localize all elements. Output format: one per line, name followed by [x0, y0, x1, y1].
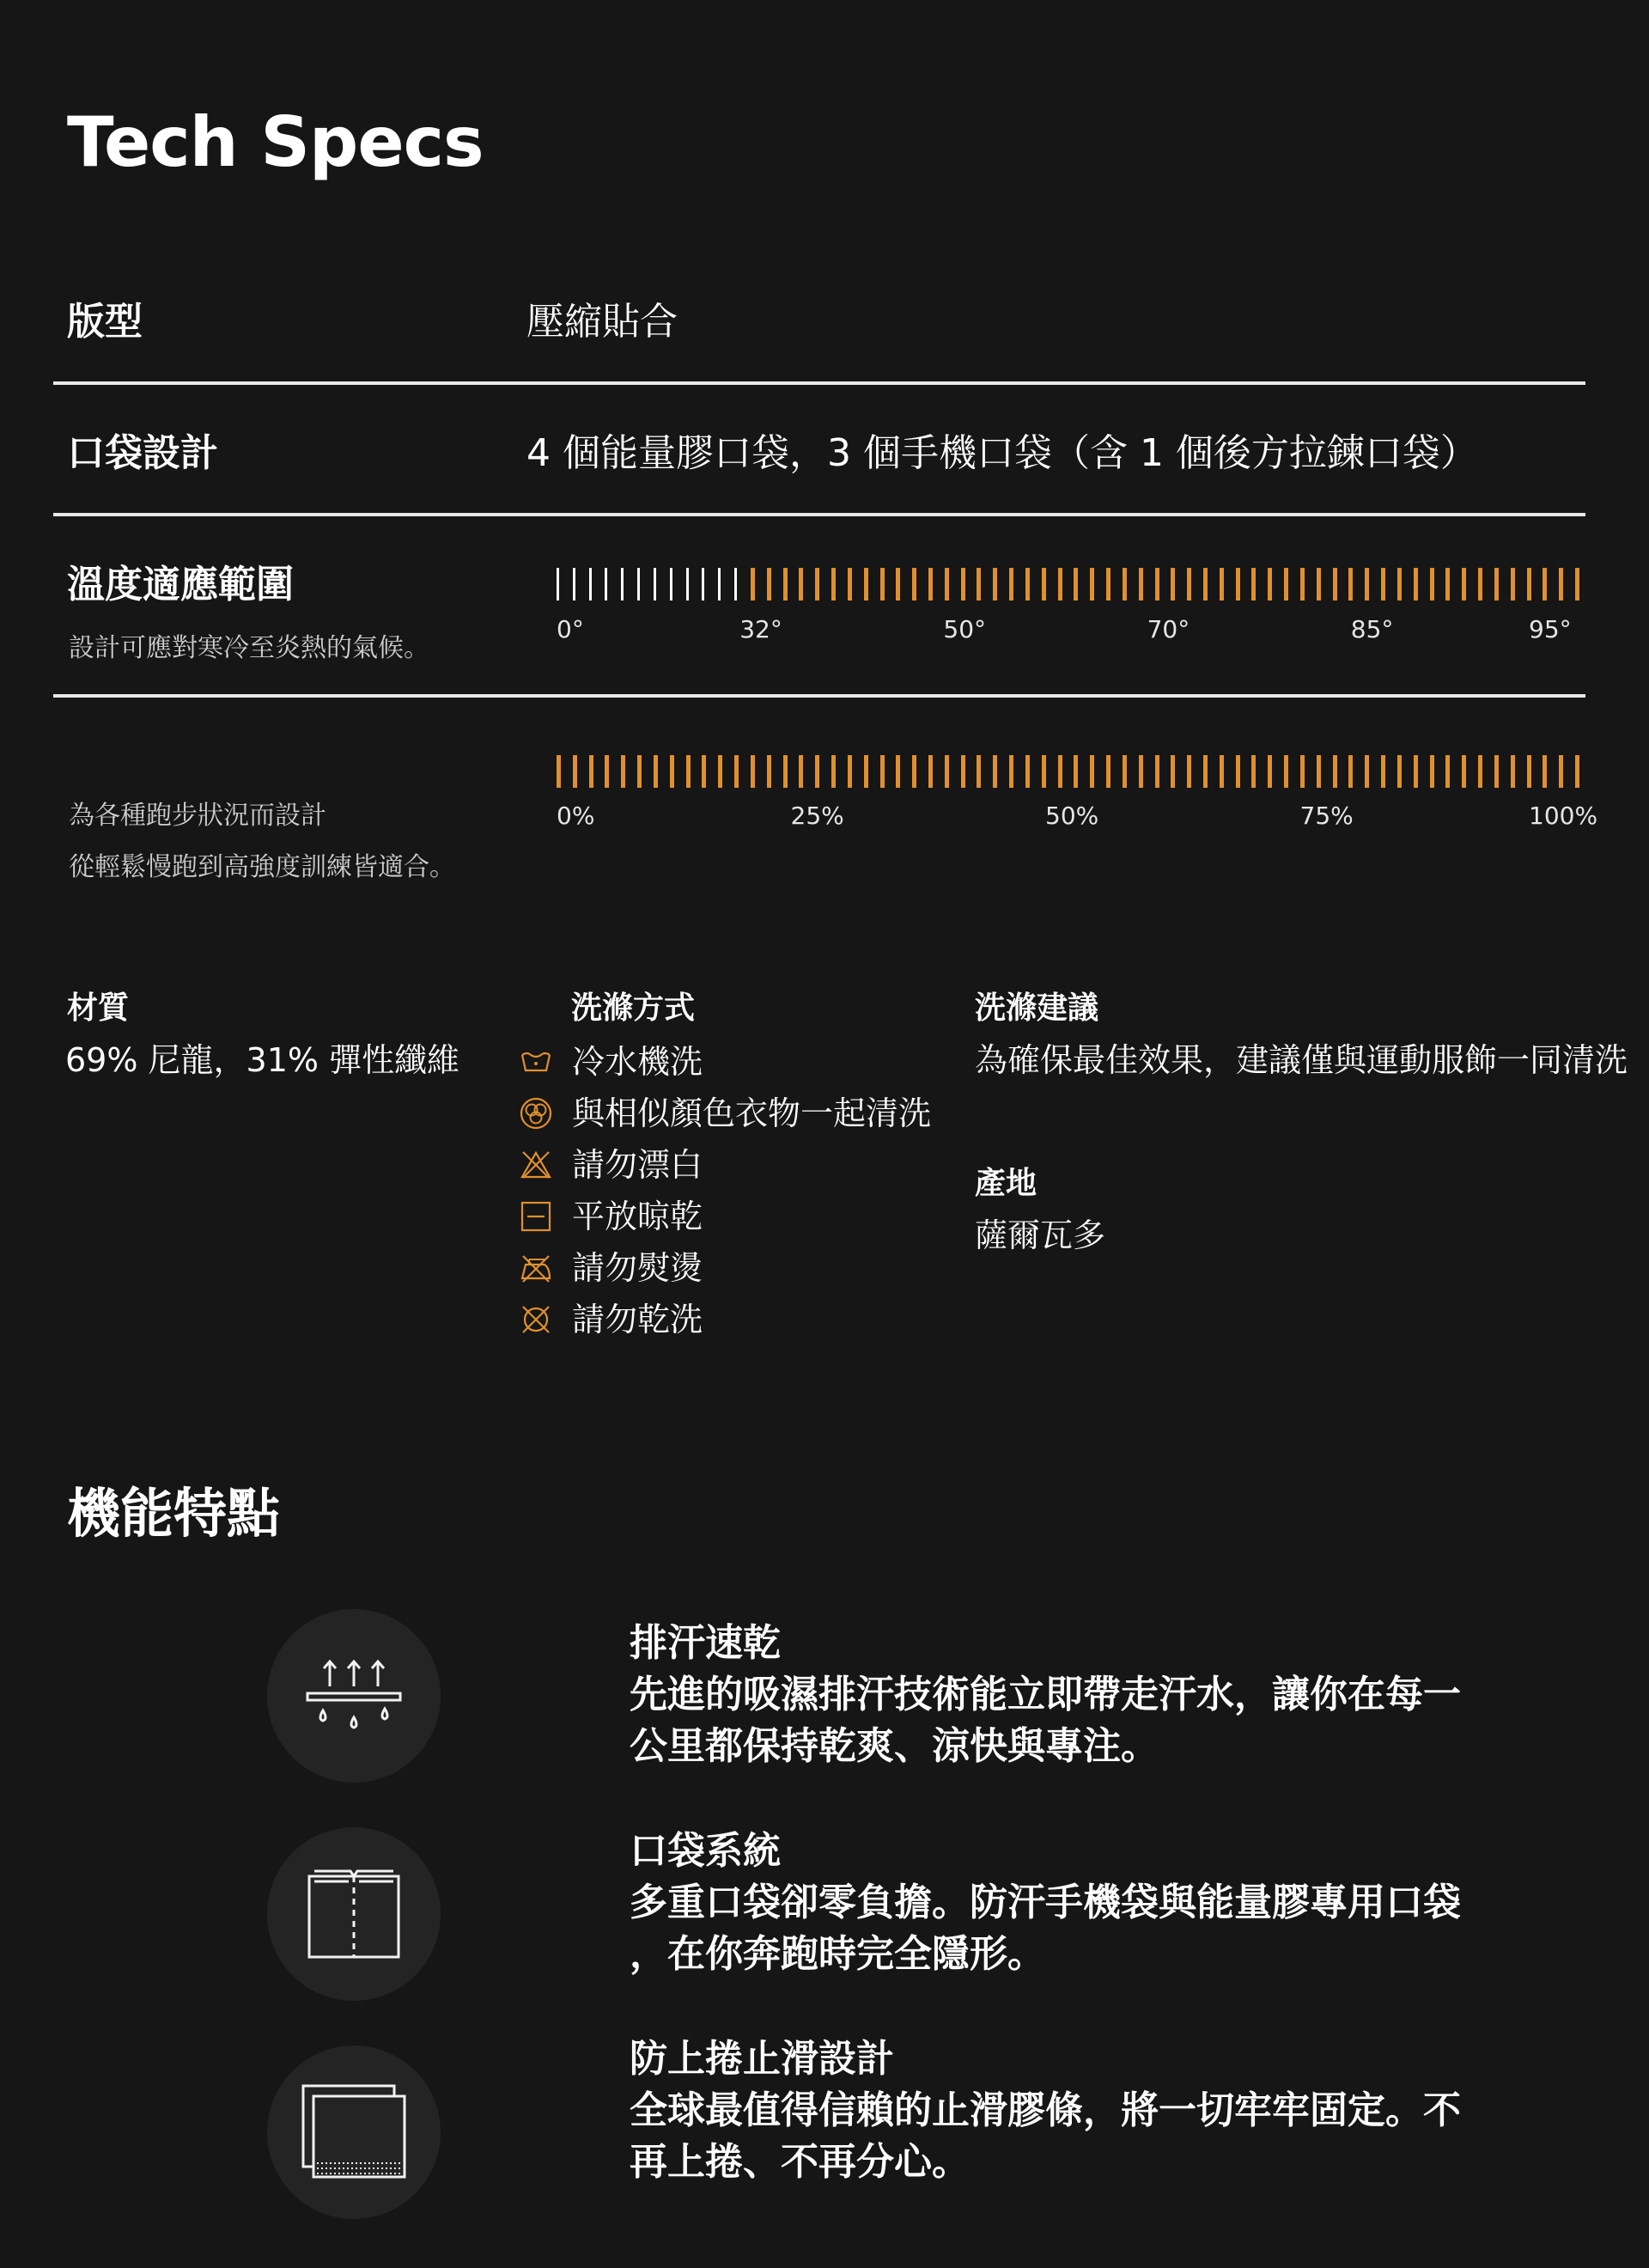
scale-tick-label: 0%: [557, 802, 595, 830]
scale-tick: [1543, 755, 1547, 788]
scale-tick: [1511, 568, 1515, 601]
temperature-scale: [557, 568, 1579, 601]
scale-tick: [1009, 755, 1013, 788]
scale-tick: [718, 568, 721, 601]
scale-tick: [1284, 568, 1288, 601]
scale-tick: [654, 568, 656, 601]
scale-tick: [637, 568, 640, 601]
scale-tick: [557, 568, 559, 601]
scale-tick: [993, 568, 997, 601]
scale-tick: [702, 755, 706, 788]
scale-tick: [1123, 568, 1127, 601]
feature-text-block: [630, 1826, 1523, 1980]
scale-tick: [1430, 568, 1434, 601]
scale-tick: [799, 568, 803, 601]
scale-tick: [1543, 568, 1547, 601]
scale-tick: [1575, 568, 1579, 601]
feature-desc-line: ，在你奔跑時完全隱形。: [630, 1932, 1045, 1976]
scale-tick: [767, 755, 771, 788]
scale-tick: [815, 568, 819, 601]
scale-tick: [1478, 755, 1482, 788]
scale-tick: [1494, 755, 1499, 788]
scale-tick: [718, 755, 722, 788]
scale-tick: [1430, 755, 1434, 788]
scale-tick: [1058, 755, 1062, 788]
scale-tick: [654, 755, 658, 788]
scale-tick: [767, 568, 771, 601]
temperature-desc: 設計可應對寒冷至炎熱的氣候。: [69, 633, 429, 663]
scale-tick: [1220, 568, 1224, 601]
no-bleach-icon: [519, 1148, 553, 1182]
scale-tick: [912, 755, 916, 788]
scale-tick: [815, 755, 819, 788]
scale-tick: [1074, 568, 1078, 601]
scale-tick: [1220, 755, 1224, 788]
scale-tick: [1527, 755, 1531, 788]
pockets-label: 口袋設計: [67, 431, 218, 475]
care-label: 與相似顏色衣物一起清洗: [572, 1094, 932, 1132]
scale-tick: [1155, 568, 1159, 601]
scale-tick-label: 100%: [1529, 802, 1598, 830]
scale-tick: [573, 568, 575, 601]
scale-tick: [1025, 568, 1030, 601]
feature-icon-circle: [267, 1609, 441, 1783]
scale-tick: [928, 755, 933, 788]
origin-heading: 產地: [975, 1166, 1037, 1201]
scale-tick: [751, 755, 755, 788]
scale-tick-label: 95°: [1529, 615, 1572, 643]
scale-tick: [928, 568, 933, 601]
scale-tick: [734, 755, 739, 788]
fit-value: 壓縮貼合: [526, 300, 678, 344]
divider: [53, 381, 1585, 385]
scale-tick: [945, 755, 949, 788]
scale-tick: [896, 755, 900, 788]
scale-tick: [1171, 568, 1175, 601]
scale-tick: [977, 755, 981, 788]
feature-title: 排汗速乾: [630, 1621, 781, 1665]
scale-tick: [1478, 568, 1482, 601]
scale-tick: [621, 568, 624, 601]
scale-tick: [1333, 755, 1337, 788]
scale-tick: [751, 568, 755, 601]
scale-tick: [912, 568, 916, 601]
scale-tick-label: 25%: [790, 802, 844, 830]
scale-tick: [1527, 568, 1531, 601]
divider: [53, 513, 1585, 516]
scale-tick: [1317, 755, 1321, 788]
scale-tick: [1042, 568, 1046, 601]
scale-tick: [848, 568, 852, 601]
page-title: Tech Specs: [67, 102, 484, 182]
feature-text-block: [630, 2033, 1523, 2188]
scale-tick: [1284, 755, 1288, 788]
scale-tick: [1251, 755, 1256, 788]
scale-tick: [1333, 568, 1337, 601]
feature-text-block: [630, 1618, 1523, 1772]
scale-tick: [1058, 568, 1062, 601]
scale-tick-label: 50%: [1045, 802, 1099, 830]
scale-tick: [605, 755, 609, 788]
care-item: [519, 1038, 703, 1086]
scale-tick: [1300, 755, 1305, 788]
scale-tick: [945, 568, 949, 601]
scale-tick: [1106, 568, 1110, 601]
scale-tick: [1155, 755, 1159, 788]
scale-tick: [1348, 755, 1353, 788]
wash-similar-colors-icon: [519, 1096, 553, 1131]
scale-tick-label: 32°: [739, 615, 782, 643]
feature-desc-line: 先進的吸濕排汗技術能立即帶走汗水，讓你在每一: [630, 1673, 1461, 1716]
care-item: [519, 1141, 703, 1189]
care-label: 請勿熨燙: [572, 1249, 703, 1287]
divider: [53, 694, 1585, 698]
advice-value: 為確保最佳效果，建議僅與運動服飾一同清洗: [975, 1041, 1628, 1079]
scale-tick: [848, 755, 852, 788]
scale-tick: [1236, 568, 1240, 601]
care-heading: 洗滌方式: [571, 991, 696, 1026]
wash-cold-icon: [519, 1045, 553, 1079]
moisture-wicking-icon: [302, 1647, 405, 1745]
scale-tick: [1559, 755, 1563, 788]
material-heading: 材質: [67, 991, 130, 1026]
scale-tick-label: 50°: [943, 615, 987, 643]
care-label: 冷水機洗: [572, 1043, 703, 1081]
scale-tick: [880, 755, 885, 788]
scale-tick: [1494, 568, 1499, 601]
scale-tick: [1268, 568, 1272, 601]
scale-tick: [1348, 568, 1353, 601]
feature-icon-circle: [267, 2045, 441, 2219]
feature-desc-line: 多重口袋卻零負擔。防汗手機袋與能量膠專用口袋: [630, 1881, 1461, 1924]
feature-desc-line: 公里都保持乾爽、涼快與專注。: [630, 1724, 1159, 1768]
scale-tick: [1251, 568, 1256, 601]
care-label: 平放晾乾: [572, 1198, 703, 1235]
material-value: 69% 尼龍，31% 彈性纖維: [65, 1041, 460, 1079]
scale-tick: [1009, 568, 1013, 601]
scale-tick: [1511, 755, 1515, 788]
scale-tick: [1365, 568, 1369, 601]
care-label: 請勿乾洗: [572, 1301, 703, 1338]
care-item: [519, 1192, 703, 1241]
feature-desc-line: 再上捲、不再分心。: [630, 2140, 970, 2184]
scale-tick: [605, 568, 607, 601]
scale-tick: [1074, 755, 1078, 788]
scale-tick: [1559, 568, 1563, 601]
temperature-label: 溫度適應範圍: [67, 563, 294, 607]
scale-tick: [702, 568, 704, 601]
scale-tick: [1462, 568, 1466, 601]
features-title: 機能特點: [67, 1482, 281, 1545]
scale-tick: [864, 755, 868, 788]
intensity-desc-line1: 為各種跑步狀況而設計: [69, 801, 326, 831]
scale-tick: [1025, 755, 1030, 788]
scale-tick: [686, 568, 689, 601]
scale-tick: [621, 755, 625, 788]
scale-tick: [573, 755, 577, 788]
scale-tick: [783, 568, 788, 601]
dry-flat-icon: [519, 1199, 553, 1234]
care-item: [519, 1244, 703, 1292]
scale-tick: [831, 568, 836, 601]
anti-roll-grip-icon: [298, 2079, 410, 2186]
scale-tick: [637, 755, 642, 788]
scale-tick: [557, 755, 561, 788]
scale-tick: [1106, 755, 1110, 788]
scale-tick: [1397, 755, 1402, 788]
scale-tick: [993, 755, 997, 788]
scale-tick: [1139, 568, 1143, 601]
scale-tick: [1575, 755, 1579, 788]
scale-tick: [1123, 755, 1127, 788]
advice-heading: 洗滌建議: [975, 991, 1099, 1026]
scale-tick-label: 75%: [1299, 802, 1354, 830]
scale-tick: [1414, 755, 1418, 788]
care-label: 請勿漂白: [572, 1146, 703, 1184]
scale-tick: [1203, 568, 1208, 601]
scale-tick: [1090, 568, 1094, 601]
scale-tick: [1381, 568, 1385, 601]
scale-tick: [1187, 568, 1191, 601]
care-item: [519, 1296, 703, 1344]
intensity-desc-line2: 從輕鬆慢跑到高強度訓練皆適合。: [69, 852, 455, 882]
scale-tick: [961, 755, 965, 788]
feature-title: 防上捲止滑設計: [630, 2037, 894, 2081]
scale-tick: [831, 755, 836, 788]
no-iron-icon: [519, 1251, 553, 1285]
scale-tick: [961, 568, 965, 601]
scale-tick: [977, 568, 981, 601]
scale-tick: [1203, 755, 1208, 788]
scale-tick: [734, 568, 737, 601]
scale-tick: [1042, 755, 1046, 788]
scale-tick: [686, 755, 691, 788]
scale-tick: [670, 568, 672, 601]
scale-tick: [670, 755, 674, 788]
scale-tick: [589, 755, 593, 788]
feature-icon-circle: [267, 1827, 441, 2001]
scale-tick: [896, 568, 900, 601]
scale-tick: [1381, 755, 1385, 788]
feature-desc-line: 全球最值得信賴的止滑膠條，將一切牢牢固定。不: [630, 2088, 1461, 2132]
scale-tick: [589, 568, 592, 601]
scale-tick-label: 70°: [1147, 615, 1190, 643]
scale-tick: [1462, 755, 1466, 788]
scale-tick: [1187, 755, 1191, 788]
care-item: [519, 1089, 931, 1137]
scale-tick: [1236, 755, 1240, 788]
scale-tick: [1171, 755, 1175, 788]
scale-tick: [1300, 568, 1305, 601]
scale-tick: [864, 568, 868, 601]
pockets-value: 4 個能量膠口袋，3 個手機口袋（含 1 個後方拉鍊口袋）: [526, 431, 1478, 475]
feature-title: 口袋系統: [630, 1829, 781, 1873]
scale-tick-label: 85°: [1350, 615, 1394, 643]
scale-tick: [1090, 755, 1094, 788]
scale-tick: [1445, 755, 1450, 788]
no-dryclean-icon: [519, 1302, 553, 1337]
scale-tick: [1268, 755, 1272, 788]
scale-tick: [1317, 568, 1321, 601]
scale-tick: [1445, 568, 1450, 601]
scale-tick-label: 0°: [557, 615, 584, 643]
scale-tick: [880, 568, 885, 601]
intensity-scale: [557, 755, 1579, 788]
fit-label: 版型: [67, 300, 143, 344]
scale-tick: [799, 755, 803, 788]
scale-tick: [1139, 755, 1143, 788]
origin-value: 薩爾瓦多: [975, 1216, 1106, 1254]
scale-tick: [1414, 568, 1418, 601]
scale-tick: [1365, 755, 1369, 788]
pocket-system-icon: [302, 1861, 405, 1967]
scale-tick: [1397, 568, 1402, 601]
scale-tick: [783, 755, 788, 788]
